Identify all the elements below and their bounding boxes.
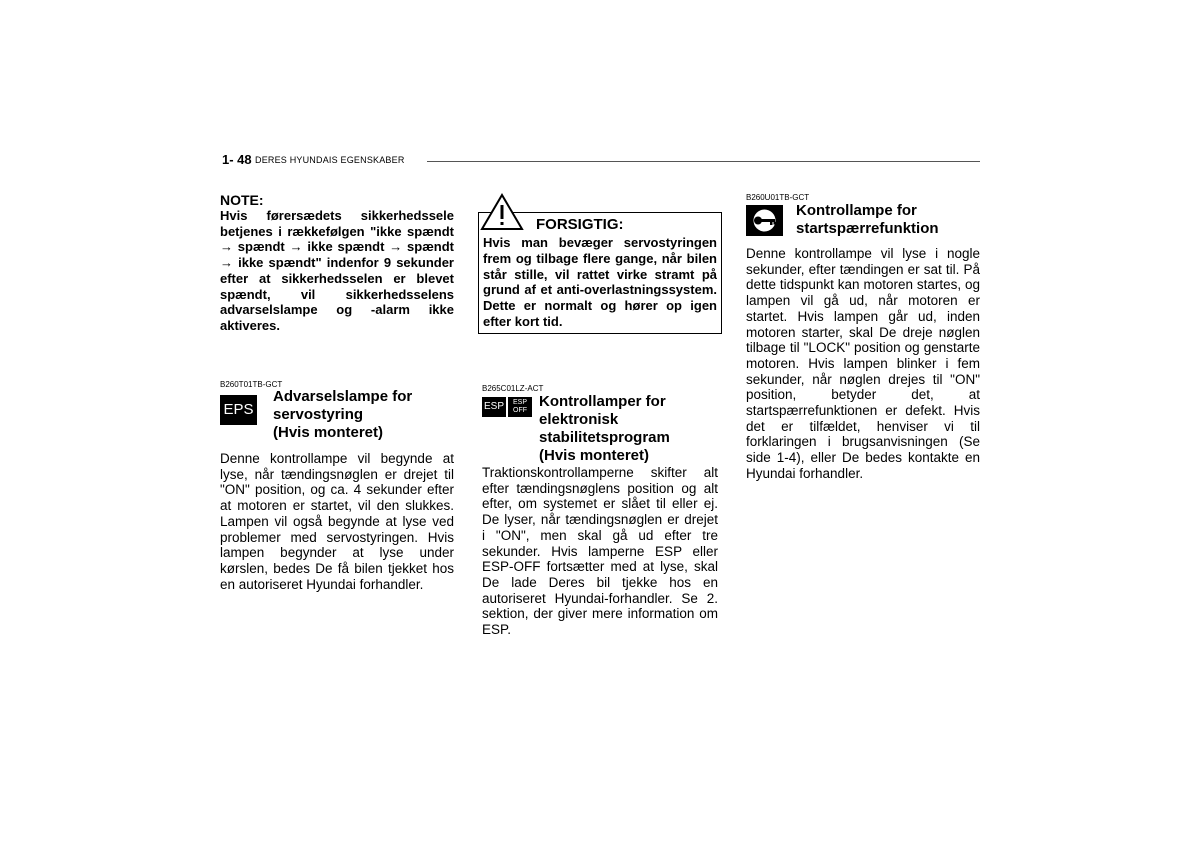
note-body: Hvis førersædets sikkerhedssele betjenes i rækkefølgen "ikke spændt → spændt → ikke spændt → spændt → ikke spændt" indenfor 9 sekunder efter at sikkerhedsselen er blevet spændt, vil sikkerhedsselens advarselslampe og -alarm ikke aktiveres. <box>220 208 454 333</box>
esp-off-icon-top: ESP <box>512 399 527 406</box>
page-header <box>222 152 980 172</box>
immobilizer-title-line: startspærrefunktion <box>796 220 939 237</box>
immobilizer-section-code: B260U01TB-GCT <box>746 193 810 202</box>
immobilizer-section-body: Denne kontrollampe vil lyse i nogle sekunder, efter tændingen er sat til. På dette tidspunkt kan motoren startes, og lampen vil gå ud, når motoren er startet. Hvis lampen går ud, inden motoren starter, skal De dreje nøglen tilbage til "LOCK" position og genstarte motoren. Hvis lampen blinker i fem sekunder, når nøglen drejes til "ON" position, betyder det, at startspærrefunktionen er defekt. Hvis det er tilfældet, henviser vi til forklaringen i brugsanvisningen (Se side 1-4), eller De bedes kontakte en Hyundai forhandler. <box>746 246 980 481</box>
immobilizer-section-title <box>796 202 981 238</box>
eps-title-line: (Hvis monteret) <box>273 424 384 441</box>
esp-off-icon <box>508 397 532 417</box>
note-block <box>220 192 454 334</box>
eps-title-line: Advarselslampe for <box>273 388 413 405</box>
esp-icon: ESP <box>482 397 506 417</box>
eps-warning-icon: EPS <box>220 395 257 425</box>
eps-section-body: Denne kontrollampe vil begynde at lyse, når tændingsnøglen er drejet til "ON" position, og ca. 4 sekunder efter at motoren er startet, vil den slukkes. Lampen vil også begynde at lyse ved problemer med servostyringen. Hvis lampen begynder at lyse under kørslen, bedes De få bilen tjekket hos en autoriseret Hyundai forhandler. <box>220 451 454 592</box>
note-title: NOTE: <box>220 192 264 208</box>
esp-off-icon-bottom: OFF <box>513 407 527 414</box>
caution-body: Hvis man bevæger servostyringen frem og tilbage flere gange, når bilen står stille, vil rattet virke stramt på grund af et anti-overlastningssystem. Dette er normalt og hører op igen efter kort tid. <box>483 235 717 329</box>
caution-title: FORSIGTIG: <box>536 216 624 233</box>
esp-title-line: (Hvis monteret) <box>539 447 650 464</box>
esp-title-line: stabilitetsprogram <box>539 429 670 446</box>
warning-triangle-icon <box>480 193 524 231</box>
esp-section-title <box>539 393 719 465</box>
eps-section-code: B260T01TB-GCT <box>220 380 283 389</box>
header-rule <box>427 161 980 162</box>
esp-title-line: Kontrollamper for <box>539 393 666 410</box>
eps-section-title <box>273 388 458 442</box>
esp-section-code: B265C01LZ-ACT <box>482 384 544 393</box>
immobilizer-key-icon <box>746 205 783 236</box>
eps-title-line: servostyring <box>273 406 364 423</box>
esp-title-line: elektronisk <box>539 411 619 428</box>
page-number: 1- 48 <box>222 152 252 167</box>
section-title: DERES HYUNDAIS EGENSKABER <box>255 155 405 165</box>
esp-section-body: Traktionskontrollamperne skifter alt efter tændingsnøglens position og alt efter, om systemet er slået til eller ej. De lyser, når tændingsnøglen er drejet i "ON", men skal gå ud efter tre sekunder. Hvis lamperne ESP eller ESP-OFF fortsætter med at lyse, skal De lade Deres bil tjekke hos en autoriseret Hyundai-forhandler. Se 2. sektion, der giver mere information om ESP. <box>482 465 718 638</box>
immobilizer-title-line: Kontrollampe for <box>796 202 917 219</box>
